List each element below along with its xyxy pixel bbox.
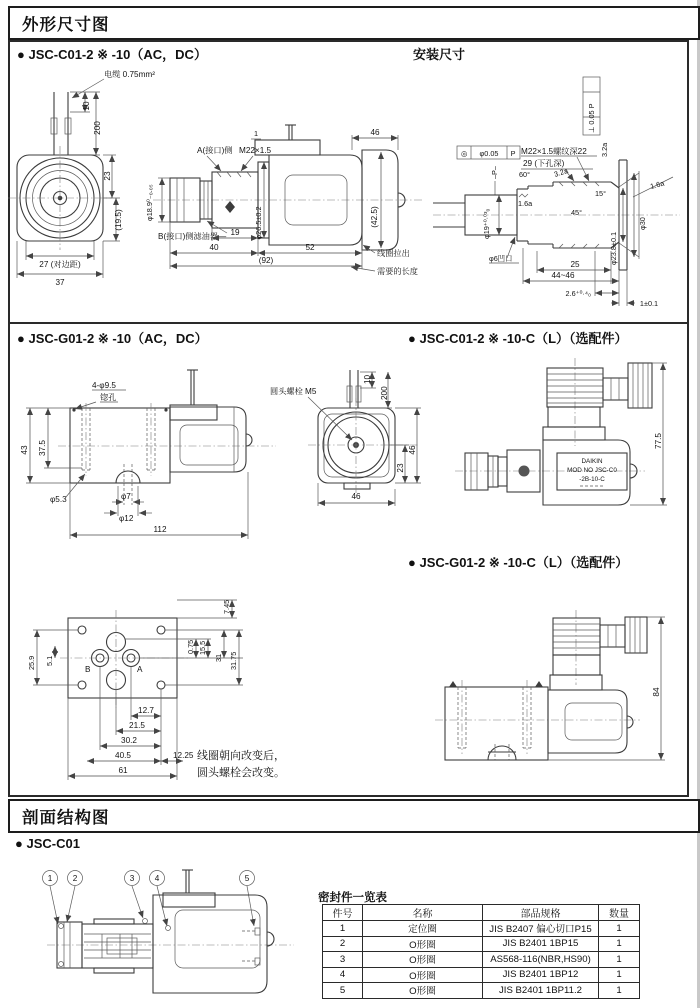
thread-m22-label: M22×1.5 xyxy=(239,146,272,155)
balloon-2: 2 xyxy=(72,874,78,883)
nameplate-model-2: -2B-10-C xyxy=(579,476,605,483)
seal-table-title: 密封件一览表 xyxy=(318,892,387,904)
valve-block xyxy=(70,403,170,483)
roughness-1-6a-right: 1.6a xyxy=(649,178,666,191)
table-header-row xyxy=(323,905,640,921)
sectional-drawing-jsc-c01 xyxy=(12,862,312,1006)
coil-body xyxy=(543,440,637,505)
seal-parts-table xyxy=(322,904,640,999)
dim-23: 23 xyxy=(103,171,112,181)
dim-92: (92) xyxy=(258,256,274,265)
cable-label: 电缆 0.75mm² xyxy=(104,70,155,79)
dim-2-6: 2.6⁺⁰·⁴₀ xyxy=(565,289,591,298)
coil-pull-note-1: 线圈拉出 xyxy=(377,249,410,258)
connector-neck xyxy=(548,407,600,427)
dim-12-7: 12.7 xyxy=(138,706,154,715)
port-b-label: B(接口)侧滤油器— xyxy=(158,232,227,241)
coil-face xyxy=(8,146,112,250)
cell-qty: 1 xyxy=(599,967,640,983)
datum-p-label: –P– xyxy=(490,166,499,179)
balloon-1: 1 xyxy=(47,874,53,883)
angle-15: 15° xyxy=(595,189,607,198)
coil-section xyxy=(153,870,274,993)
concentricity-value: φ0.05 xyxy=(479,149,499,158)
table-row xyxy=(323,967,640,983)
dim-19-5: (19.5) xyxy=(114,209,123,231)
table-row xyxy=(323,983,640,999)
dim-phi7: φ7 xyxy=(121,492,131,501)
note-line-2: 圆头螺栓会改变。 xyxy=(197,766,285,779)
dim-43: 43 xyxy=(20,445,29,455)
dim-46-right: 46 xyxy=(408,445,417,455)
section-title xyxy=(8,799,700,833)
cell-name: O形圈 xyxy=(363,952,483,968)
cell-qty: 1 xyxy=(599,936,640,952)
col-header-spec: 部品规格 xyxy=(483,905,599,921)
section4-header: ● JSC-C01 xyxy=(15,836,80,851)
cell-part-no: 1 xyxy=(323,921,363,937)
dim-37: 37 xyxy=(55,278,65,287)
section1-header: ● JSC-C01-2 ※ -10（AC，DC） xyxy=(17,47,207,62)
concentricity-datum: P xyxy=(510,149,516,158)
concentricity-frame xyxy=(457,146,520,159)
dim-31-75: 31.75 xyxy=(229,651,238,670)
pilot-hole-label: 29 (下孔深) xyxy=(523,159,565,168)
dim-200: 200 xyxy=(93,121,102,135)
dim-31: 31 xyxy=(214,653,223,662)
side-view-jsc-g01 xyxy=(8,358,288,558)
cell-spec: JIS B2407 偏心切口P15 xyxy=(483,921,599,937)
roughness-1-6a-left: 1.6a xyxy=(518,199,533,208)
dim-phi18-9: φ18.9⁰₋₀.₀₅ xyxy=(145,184,154,221)
section-title-text: 剖面结构图 xyxy=(22,809,110,827)
dim-200: 200 xyxy=(380,386,389,400)
dim-46-bottom: 46 xyxy=(351,492,361,501)
section2-header-right: ● JSC-C01-2 ※ -10-C（L）（选配件） xyxy=(408,331,628,346)
balloon-3: 3 xyxy=(129,874,135,883)
roughness-3-2a-vertical: 3.2a xyxy=(600,142,609,157)
din-connector xyxy=(553,617,647,675)
cell-part-no: 3 xyxy=(323,952,363,968)
page-title xyxy=(8,6,700,40)
cell-qty: 1 xyxy=(599,921,640,937)
cell-spec: JIS B2401 1BP15 xyxy=(483,936,599,952)
balloon-4: 4 xyxy=(154,874,160,883)
cell-name: O形圈 xyxy=(363,967,483,983)
dim-phi30: φ30 xyxy=(638,217,647,230)
dim-30-2: 30.2 xyxy=(121,736,137,745)
col-header-qty: 数量 xyxy=(599,905,640,921)
dim-0-75: 0.75 xyxy=(186,639,195,654)
concentricity-symbol: ◎ xyxy=(460,149,468,158)
cell-spec: AS568-116(NBR,HS90) xyxy=(483,952,599,968)
dim-phi5-3: φ5.3 xyxy=(50,495,67,504)
dim-5-1: 5.1 xyxy=(45,655,54,666)
coil-body xyxy=(548,675,633,753)
table-row xyxy=(323,921,640,937)
dim-52: 52 xyxy=(305,243,315,252)
balloon-callouts xyxy=(43,871,255,927)
filter-screen-dot xyxy=(519,466,530,477)
coil-assembly xyxy=(170,370,252,472)
mounting-face xyxy=(60,610,190,708)
coil-orientation-note xyxy=(197,748,285,781)
angle-60: 60° xyxy=(519,170,531,179)
cell-part-no: 2 xyxy=(323,936,363,952)
counterbore-holes-label: 4-φ9.5 xyxy=(92,381,116,390)
side-view-jsc-c01 xyxy=(135,95,460,300)
marking-diamond xyxy=(225,201,235,213)
dim-phi12: φ12 xyxy=(119,514,134,523)
dim-21-5: 21.5 xyxy=(129,721,145,730)
dim-phi23-8: φ23.8±0.1 xyxy=(609,231,618,265)
din-connector xyxy=(547,363,652,408)
port-a-label: A(接口)侧 xyxy=(197,146,233,155)
coil-assembly xyxy=(255,125,405,250)
coil-pull-note-2: 需要的长度 xyxy=(377,267,418,276)
round-head-bolt-label: 圆头螺栓 M5 xyxy=(270,387,317,396)
cell-spec: JIS B2401 1BP12 xyxy=(483,967,599,983)
note-line-1: 线圈朝向改变后， xyxy=(197,750,285,762)
dim-25: 25 xyxy=(570,260,580,269)
dim-37-5: 37.5 xyxy=(38,440,47,456)
dim-23: 23 xyxy=(396,463,405,473)
wires xyxy=(347,370,361,408)
table-row xyxy=(323,952,640,968)
wires xyxy=(51,92,71,155)
section3-header-right: ● JSC-G01-2 ※ -10-C（L）（选配件） xyxy=(408,555,629,570)
thread-depth-label: M22×1.5螺纹深22 xyxy=(521,147,587,156)
angle-45: 45° xyxy=(571,208,583,217)
dim-10: 10 xyxy=(363,374,372,384)
port-b-label: B xyxy=(85,665,91,674)
dim-phi19: φ19⁺⁰·⁰³₀ xyxy=(482,208,491,239)
cell-part-no: 5 xyxy=(323,983,363,999)
col-header-name: 名称 xyxy=(363,905,483,921)
dim-25-9: 25.9 xyxy=(27,655,36,670)
dim-7-45: 7.45 xyxy=(222,599,231,614)
dim-1-01: 1±0.1 xyxy=(639,299,659,308)
dim-112: 112 xyxy=(153,525,167,534)
mounting-dimension-drawing xyxy=(425,65,693,318)
col-header-part-no: 件号 xyxy=(323,905,363,921)
cell-name: 定位圈 xyxy=(363,921,483,937)
nameplate-model-1: MOD NO JSC-C0 xyxy=(567,467,617,474)
dim-77-5: 77.5 xyxy=(654,433,663,449)
nameplate-brand: DAIKIN xyxy=(581,458,603,465)
dim-10: 10 xyxy=(82,101,91,111)
page-title-text: 外形尺寸图 xyxy=(22,16,110,34)
perpendicularity-frame xyxy=(583,77,600,135)
cell-name: O形圈 xyxy=(363,936,483,952)
dim-42-5: (42.5) xyxy=(370,206,379,228)
section2-header-left: ● JSC-G01-2 ※ -10（AC，DC） xyxy=(17,331,208,346)
dim-61: 61 xyxy=(118,766,128,775)
dim-15-5: 15.5 xyxy=(198,640,207,655)
section-divider xyxy=(8,322,689,324)
dim-44-46: 44~46 xyxy=(551,271,575,280)
dim-12-25: 12.25 xyxy=(173,751,194,760)
dim-phi26-5: φ26.5±0.2 xyxy=(254,206,263,240)
cell-qty: 1 xyxy=(599,983,640,999)
roughness-3-2a: 3.2a xyxy=(552,165,570,179)
dim-40-5: 40.5 xyxy=(115,751,131,760)
valve-jsc-g01-c xyxy=(425,580,693,794)
cell-qty: 1 xyxy=(599,952,640,968)
cell-part-no: 4 xyxy=(323,967,363,983)
cell-name: O形圈 xyxy=(363,983,483,999)
dim-phi6-recess: φ6凹口 xyxy=(489,254,513,263)
table-row xyxy=(323,936,640,952)
front-view-jsc-g01 xyxy=(268,358,436,550)
valve-jsc-c01-c xyxy=(440,356,692,554)
dim-46: 46 xyxy=(370,128,380,137)
port-a-label: A xyxy=(137,665,143,674)
balloon-5: 5 xyxy=(244,874,250,883)
perpendicularity-value: ⊥ 0.05 P xyxy=(587,103,596,133)
dim-84: 84 xyxy=(652,687,661,697)
counterbore-label: 锪孔 xyxy=(100,393,117,402)
dim-1: 1 xyxy=(254,129,259,138)
cell-spec: JIS B2401 1BP11.2 xyxy=(483,983,599,999)
dim-19-len: 19 xyxy=(230,228,240,237)
dim-27: 27 (对边距) xyxy=(39,260,81,269)
section1-header-right: 安装尺寸 xyxy=(413,47,466,62)
dim-40: 40 xyxy=(209,243,219,252)
